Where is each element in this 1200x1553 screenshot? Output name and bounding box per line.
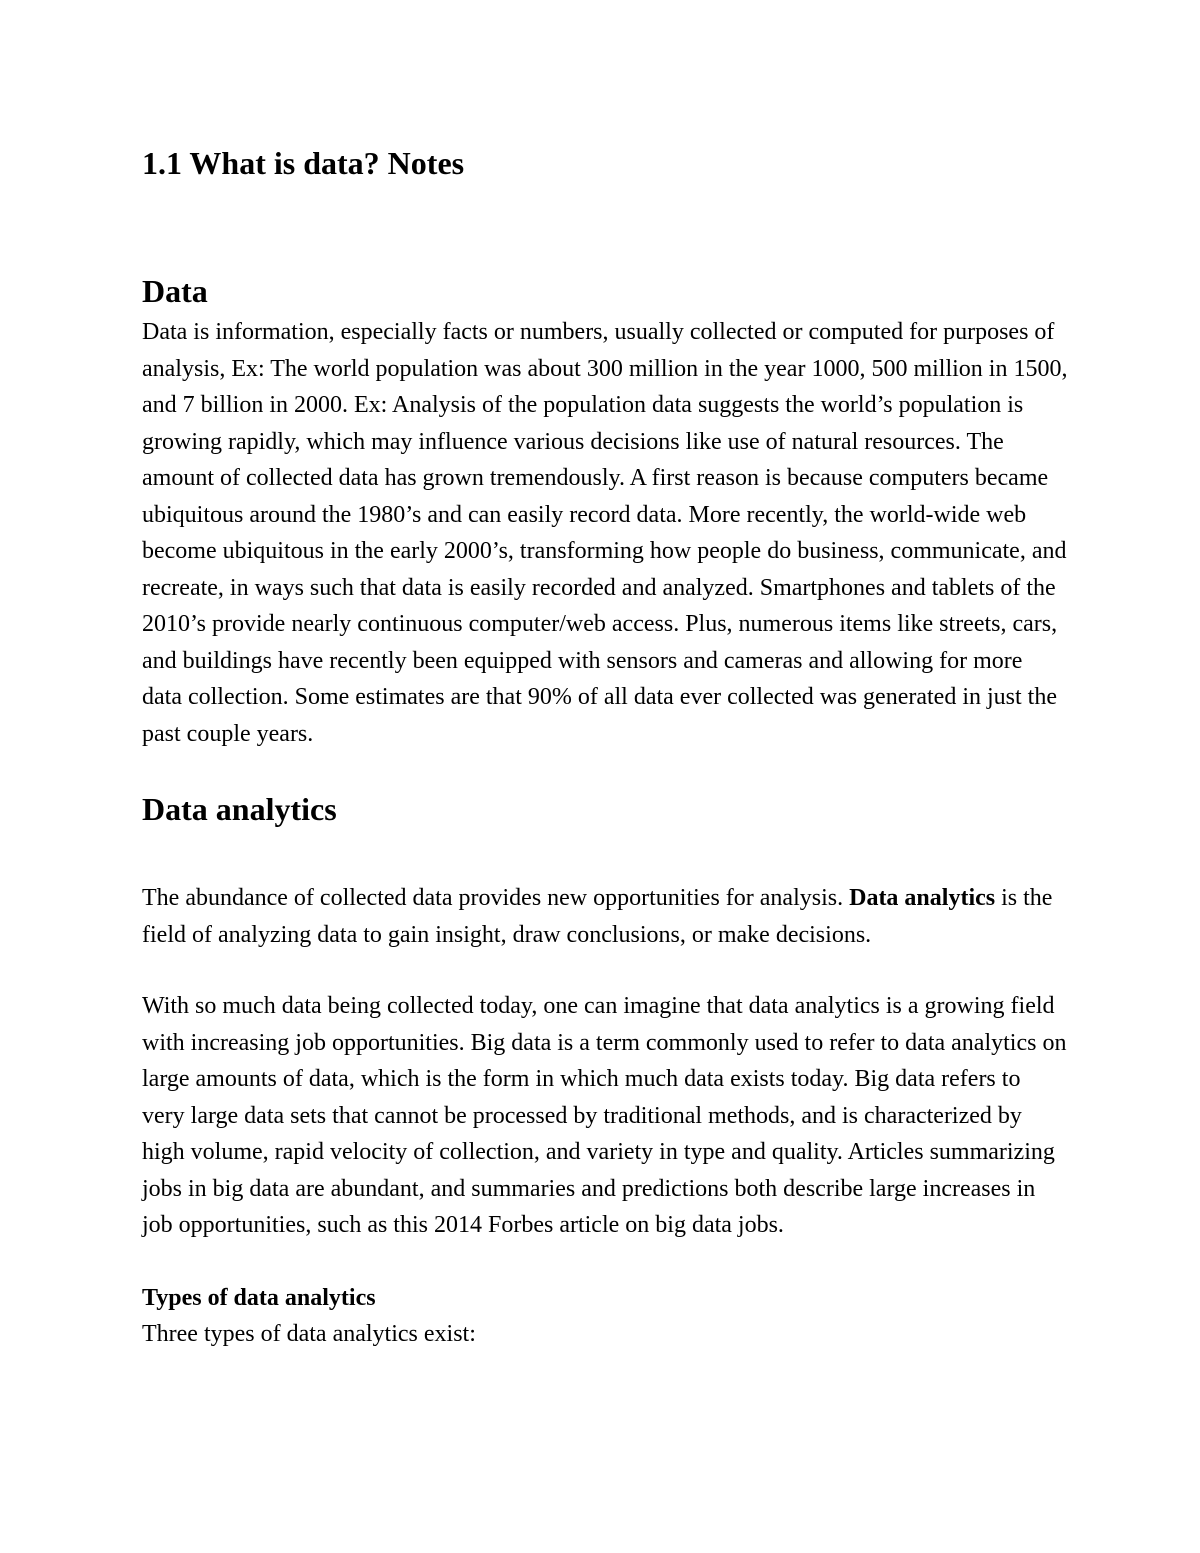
paragraph-line: growing rapidly, which may influence various decisions like use of natural resources. The — [142, 428, 1004, 455]
abundance-text-after: is the — [995, 885, 1053, 911]
paragraph-line: data collection. Some estimates are that 90% of all data ever collected was generated in just the — [142, 684, 1057, 710]
paragraph-line: amount of collected data has grown tremendously. A first reason is because computers became — [142, 465, 1049, 491]
paragraph-line — [142, 880, 1198, 917]
paragraph-line: become ubiquitous in the early 2000’s, transforming how people do business, communicate, and — [142, 538, 1067, 564]
paragraph-line: and 7 billion in 2000. Ex: Analysis of the population data suggests the world’s population is — [142, 392, 1024, 418]
paragraph-line: ubiquitous around the 1980’s and can easily record data. More recently, the world-wide web — [142, 501, 1027, 528]
paragraph-line: very large data sets that cannot be processed by traditional methods, and is characterized by — [142, 1102, 1022, 1129]
paragraph-line: Data is information, especially facts or numbers, usually collected or computed for purposes of — [142, 319, 1055, 345]
paragraph-line: With so much data being collected today, one can imagine that data analytics is a growing field — [142, 993, 1055, 1019]
types-heading: Types of data analytics — [142, 1285, 376, 1311]
document-title: 1.1 What is data? Notes — [142, 145, 465, 181]
paragraph-line: 2010’s provide nearly continuous computer/web access. Plus, numerous items like streets, cars, — [142, 611, 1058, 637]
abundance-paragraph — [142, 880, 1198, 953]
paragraph-line: recreate, in ways such that data is easily recorded and analyzed. Smartphones and tablets of the — [142, 574, 1056, 601]
paragraph-line: with increasing job opportunities. Big data is a term commonly used to refer to data analytics on — [142, 1029, 1067, 1056]
paragraph-line: job opportunities, such as this 2014 Forbes article on big data jobs. — [142, 1212, 784, 1238]
paragraph-line: jobs in big data are abundant, and summaries and predictions both describe large increases in — [142, 1175, 1036, 1202]
section-heading-data-analytics: Data analytics — [142, 791, 337, 827]
paragraph-line: field of analyzing data to gain insight, draw conclusions, or make decisions. — [142, 921, 872, 948]
paragraph-line: analysis, Ex: The world population was about 300 million in the year 1000, 500 million in 1500, — [142, 355, 1068, 382]
paragraph-line: high volume, rapid velocity of collection, and variety in type and quality. Articles summarizing — [142, 1139, 1055, 1165]
big-data-paragraph — [142, 988, 1198, 1244]
paragraph-line: large amounts of data, which is the form in which much data exists today. Big data refers to — [142, 1066, 1021, 1092]
data-analytics-term: Data analytics — [849, 885, 996, 911]
abundance-text-before: The abundance of collected data provides new opportunities for analysis. — [142, 885, 850, 911]
types-intro: Three types of data analytics exist: — [142, 1321, 476, 1347]
section-heading-data: Data — [142, 273, 208, 309]
paragraph-line: and buildings have recently been equipped with sensors and cameras and allowing for more — [142, 647, 1023, 674]
data-paragraph — [142, 314, 1198, 752]
paragraph-line: past couple years. — [142, 720, 314, 747]
